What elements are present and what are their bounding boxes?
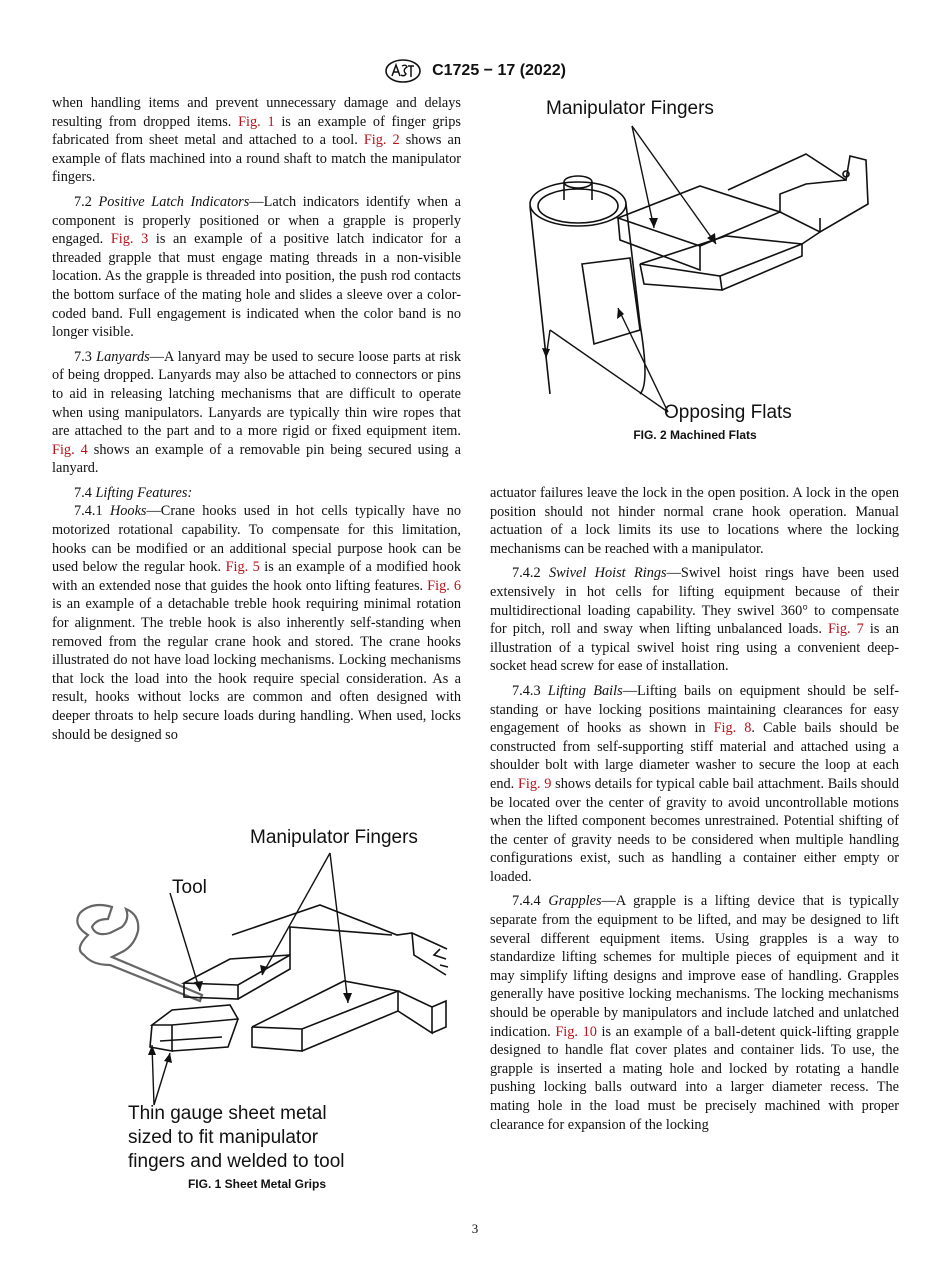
page-header xyxy=(0,58,950,84)
fig10-link[interactable]: Fig. 10 xyxy=(555,1023,597,1040)
section-7-4: 7.4 Lifting Features: xyxy=(74,484,193,501)
fig1-link[interactable]: Fig. 1 xyxy=(238,113,275,130)
right-column xyxy=(490,484,899,1140)
paragraph-continuation-right: actuator failures leave the lock in the open position. A lock in the open position should not hinder normal crane hook operation. Manual actuation of a lock limits its use to locations where the locking mechanisms can be reached with a manipulator. xyxy=(490,485,899,557)
fig5-link[interactable]: Fig. 5 xyxy=(225,559,260,576)
fig1-label-line1: Thin gauge sheet metal xyxy=(128,1103,327,1124)
page-number: 3 xyxy=(471,1221,479,1236)
fig1-label-tool: Tool xyxy=(172,877,207,898)
figure-1 xyxy=(52,815,462,1180)
fig1-label-line3: fingers and welded to tool xyxy=(128,1151,345,1172)
section-7-2: 7.2 Positive Latch Indicators—Latch indicators identify when a component is properly positioned or when a grapple is properly engaged. Fig. 3 is an example of a positive latch indicator for a threaded grapple that must engage mating threads in a non-visible location. As the grapple is threaded into position, the push rod contacts the bottom surface of the mating hole and slides a sleeve over a color-coded band. Full engagement is indicated when the color band is no longer visible. xyxy=(52,193,462,341)
section-7-4-2: 7.4.2 Swivel Hoist Rings—Swivel hoist rings have been used extensively in hot cells for lifting equipment because of their multidirectional loading capability. They swivel 360° to compensate for pitch, roll and sway when lifting unbalanced loads. Fig. 7 is an illustration of a typical swivel hoist ring using a convenient deep-socket head screw for ease of installation. xyxy=(490,565,900,675)
astm-logo-icon xyxy=(384,58,422,84)
figure-2 xyxy=(490,94,900,426)
fig4-link[interactable]: Fig. 4 xyxy=(52,441,88,458)
fig1-label-fingers: Manipulator Fingers xyxy=(250,827,418,848)
fig1-caption: FIG. 1 Sheet Metal Grips xyxy=(187,1177,327,1191)
standard-designation: C1725 − 17 (2022) xyxy=(432,62,566,79)
section-7-4-3: 7.4.3 Lifting Bails—Lifting bails on equipment should be self-standing or have locking positions maintaining clearances for easy engagement of hooks as shown in Fig. 8. Cable bails should be constructed from self-supporting stiff material and attached using a shoulder bolt with large diameter washer to secure the loop at each end. Fig. 9 shows details for typical cable bail attachment. Bails should be located over the center of gravity to avoid uncontrollable motions when the lifted component becomes unrestrained. Potential shifting of the center of gravity needs to be considered when multiple handling configurations exist, such as handling a container either empty or loaded. xyxy=(490,682,899,885)
section-7-4-4: 7.4.4 Grapples—A grapple is a lifting device that is typically separate from the equipment to be lifted, and may be designed to lift several different equipment items. Using grapples is a way to standardize lifting schemes for multiple pieces of equipment and it may simplify lifting designs and improve ease of handling. Grapples generally have positive locking mechanisms. The locking mechanisms should be operable by manipulators and include latched and unlatched indication. Fig. 10 is an example of a ball-detent quick-lifting grapple designed to handle flat cover plates and container lids. To use, the grapple is inserted a mating hole and locked by rotating a handle pushing locking balls outward into a larger diameter recess. The mating hole in the load must be precisely machined with proper clearance for expansion of the locking xyxy=(490,893,900,1133)
section-7-4-1: 7.4.1 Hooks—Crane hooks used in hot cells typically have no motorized rotational capability. To compensate for this limitation, hooks can be modified or an additional special purpose hook can be used below the regular hook. Fig. 5 is an example of a modified hook with an extended nose that guides the hook onto lifting features. Fig. 6 is an example of a detachable treble hook requiring minimal rotation for alignment. The treble hook is also inherently self-standing when removed from the regular crane hook and stored. The crane hooks illustrated do not have load locking mechanisms. Locking mechanisms that lock the load into the hook require special consideration. As a result, hooks without locks are common and often designed with deeper throats to help secure loads during handling. When used, locks should be designed so xyxy=(52,503,462,743)
fig6-link[interactable]: Fig. 6 xyxy=(427,577,462,594)
fig8-link[interactable]: Fig. 8 xyxy=(713,720,752,737)
fig7-link[interactable]: Fig. 7 xyxy=(827,621,864,638)
fig9-link[interactable]: Fig. 9 xyxy=(517,775,552,792)
fig2-drawing xyxy=(490,94,900,426)
fig1-drawing xyxy=(52,815,462,1180)
fig2-label-flats: Opposing Flats xyxy=(664,402,792,423)
paragraph-continuation: when handling items and prevent unnecessary damage and delays resulting from dropped items. Fig. 1 is an example of finger grips fabricated from sheet metal and attached to a tool. Fig. 2 shows an example of flats machined into a round shaft to match the manipulator fingers. xyxy=(52,95,461,186)
fig3-link[interactable]: Fig. 3 xyxy=(110,231,149,248)
fig2-link[interactable]: Fig. 2 xyxy=(363,132,400,149)
fig2-label-fingers: Manipulator Fingers xyxy=(546,98,714,119)
fig1-label-line2: sized to fit manipulator xyxy=(128,1127,319,1148)
fig2-caption: FIG. 2 Machined Flats xyxy=(633,428,757,442)
section-7-3: 7.3 Lanyards—A lanyard may be used to secure loose parts at risk of being dropped. Lanyards may also be attached to connectors or pins to aid in releasing latching mechanisms that are difficult to operate when using manipulators. Lanyards are typically thin wire ropes that are attached to the part and to a more rigid or fixed equipment item. Fig. 4 shows an example of a removable pin being secured using a lanyard. xyxy=(52,348,461,477)
left-column xyxy=(52,94,461,750)
